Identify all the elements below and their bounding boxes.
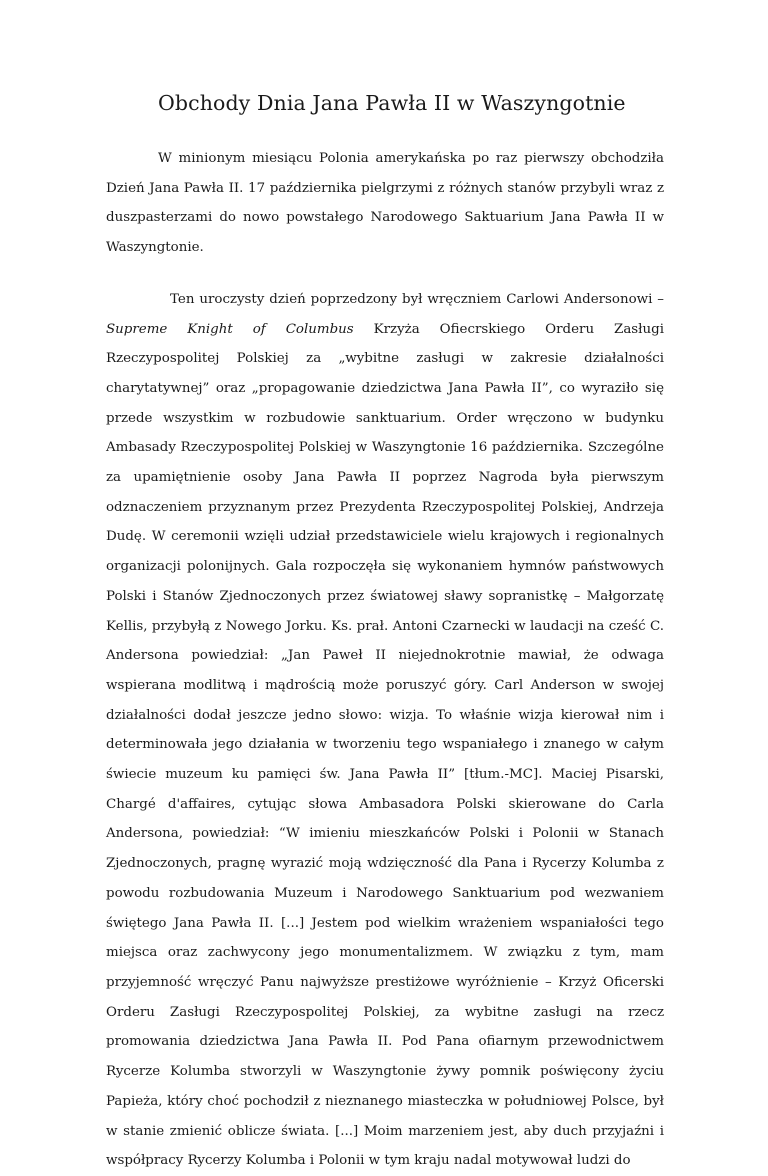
document-title: Obchody Dnia Jana Pawła II w Waszyngotnie <box>158 91 626 115</box>
paragraph-award <box>106 285 664 1176</box>
paragraph-award-text-start: Ten uroczysty dzień poprzedzony był wręczniem Carlowi Andersonowi – <box>170 291 664 307</box>
paragraph-intro: W minionym miesiącu Polonia amerykańska po raz pierwszy obchodziła Dzień Jana Pawła II. 17 października pielgrzymi z różnych stanów przybyli wraz z duszpasterzami do nowo powstałego Narodowego Saktuarium Jana Pawła II w Waszyngtonie. <box>106 151 664 256</box>
paragraph-award-emphasis: Supreme Knight of Columbus <box>106 321 354 337</box>
paragraph-award-text-rest: Krzyża Ofiecrskiego Orderu Zasługi Rzeczypospolitej Polskiej za „wybitne zasługi w zakresie działalności charytatywnej” oraz „propagowanie dziedzictwa Jana Pawła II”, co wyraziło się przede wszystkim w rozbudowie sanktuarium. Order wręczono w budynku Ambasady Rzeczypospolitej Polskiej w Waszyngtonie 16 października. Szczególne za upamiętnienie osoby Jana Pawła II poprzez Nagroda była pierwszym odznaczeniem przyznanym przez Prezydenta Rzeczypospolitej Polskiej, Andrzeja Dudę. W ceremonii wzięli udział przedstawiciele wielu krajowych i regionalnych organizacji polonijnych. Gala rozpoczęła się wykonaniem hymnów państwowych Polski i Stanów Zjednoczonych przez światowej sławy sopranistkę – Małgorzatę Kellis, przybyłą z Nowego Jorku. Ks. prał. Antoni Czarnecki w laudacji na cześć C. Andersona powiedział: „Jan Paweł II niejednokrotnie mawiał, że odwaga wspierana modlitwą i mądrością może poruszyć góry. Carl Anderson w swojej działalności dodał jeszcze jedno słowo: wizja. To właśnie wizja kierował nim i determinowała jego działania w tworzeniu tego wspaniałego i znanego w całym świecie muzeum ku pamięci św. Jana Pawła II” [tłum.-MC]. Maciej Pisarski, Chargé d'affaires, cytując słowa Ambasadora Polski skierowane do Carla Andersona, powiedział: “W imieniu mieszkańców Polski i Polonii w Stanach Zjednoczonych, pragnę wyrazić moją wdzięczność dla Pana i Rycerzy Kolumba z powodu rozbudowania Muzeum i Narodowego Sanktuarium pod wezwaniem świętego Jana Pawła II. [...] Jestem pod wielkim wrażeniem wspaniałości tego miejsca oraz zachwycony jego monumentalizmem. W związku z tym, mam przyjemność wręczyć Panu najwyższe prestiżowe wyróżnienie – Krzyż Oficerski Orderu Zasługi Rzeczypospolitej Polskiej, za wybitne zasługi na rzecz promowania dziedzictwa Jana Pawła II. Pod Pana ofiarnym przewodnictwem Rycerze Kolumba stworzyli w Waszyngtonie żywy pomnik poświęcony życiu Papieża, który choć pochodził z nieznanego miasteczka w południowej Polsce, był w stanie zmienić oblicze świata. [...] Moim marzeniem jest, aby duch przyjaźni i współpracy Rycerzy Kolumba i Polonii w tym kraju nadal motywował ludzi do <box>106 321 664 1169</box>
